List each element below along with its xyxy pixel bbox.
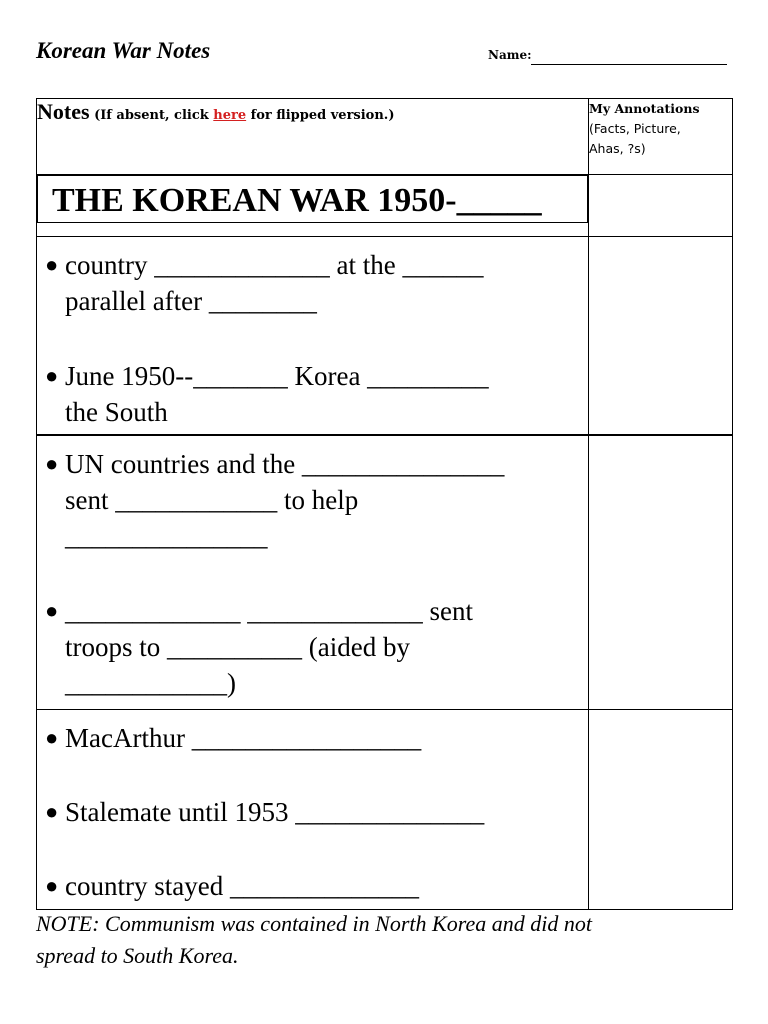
annotations-subtitle-line-1: (Facts, Picture, xyxy=(589,121,681,136)
footer-note-line-1: NOTE: Communism was contained in North Korea and did not xyxy=(36,911,592,936)
notes-row-3 xyxy=(37,710,733,910)
annotations-subtitle-line-2: Ahas, ?s) xyxy=(589,141,646,156)
bullet-line: ____________) xyxy=(65,668,236,698)
name-label: Name: xyxy=(488,48,532,62)
bullet-line: June 1950--_______ Korea _________ xyxy=(65,361,489,391)
bullet-line: troops to __________ (aided by xyxy=(65,632,410,662)
notes-heading: Notes xyxy=(37,99,90,124)
bullet-icon: ● xyxy=(45,725,59,750)
header-row xyxy=(37,99,733,175)
bullet-line: _____________ _____________ sent xyxy=(65,596,473,626)
name-input-line[interactable] xyxy=(531,64,727,65)
bullet-line: parallel after ________ xyxy=(65,286,317,316)
bullet-icon: ● xyxy=(45,873,59,898)
bullet-line: country stayed ______________ xyxy=(65,871,419,901)
bullet-icon: ● xyxy=(45,451,59,476)
annotations-header-cell xyxy=(589,99,733,175)
bullet-line: sent ____________ to help xyxy=(65,485,359,515)
section-title: THE KOREAN WAR 1950-_____ xyxy=(37,175,588,223)
bullet-line: Stalemate until 1953 ______________ xyxy=(65,797,485,827)
footer-note-line-2: spread to South Korea. xyxy=(36,943,239,968)
annotation-cell-1[interactable] xyxy=(589,237,733,436)
annotation-cell-2[interactable] xyxy=(589,435,733,710)
notes-cell-3 xyxy=(37,710,589,910)
notes-table xyxy=(36,98,733,910)
bullet-line: UN countries and the _______________ xyxy=(65,449,505,479)
annotation-cell-title[interactable] xyxy=(589,175,733,237)
bullet-line: MacArthur _________________ xyxy=(65,723,422,753)
notes-header-cell xyxy=(37,99,589,175)
bullet-line: _______________ xyxy=(65,521,268,551)
bullet-icon: ● xyxy=(45,252,59,277)
bullet-icon: ● xyxy=(45,363,59,388)
notes-instruction-after: for flipped version.) xyxy=(246,108,395,123)
footer-note xyxy=(36,908,726,972)
bullet-line: the South xyxy=(65,397,168,427)
bullet-icon: ● xyxy=(45,598,59,623)
title-row xyxy=(37,175,733,237)
annotation-cell-3[interactable] xyxy=(589,710,733,910)
flipped-version-link[interactable]: here xyxy=(213,108,247,123)
annotations-heading: My Annotations xyxy=(589,101,700,116)
section-title-cell xyxy=(37,175,589,237)
notes-instruction-before: (If absent, click xyxy=(89,108,214,123)
bullet-line: country _____________ at the ______ xyxy=(65,250,484,280)
bullet-icon: ● xyxy=(45,799,59,824)
notes-row-2 xyxy=(37,435,733,710)
document-title: Korean War Notes xyxy=(36,38,211,63)
notes-row-1 xyxy=(37,237,733,436)
notes-cell-1 xyxy=(37,237,589,436)
notes-cell-2 xyxy=(37,435,589,710)
